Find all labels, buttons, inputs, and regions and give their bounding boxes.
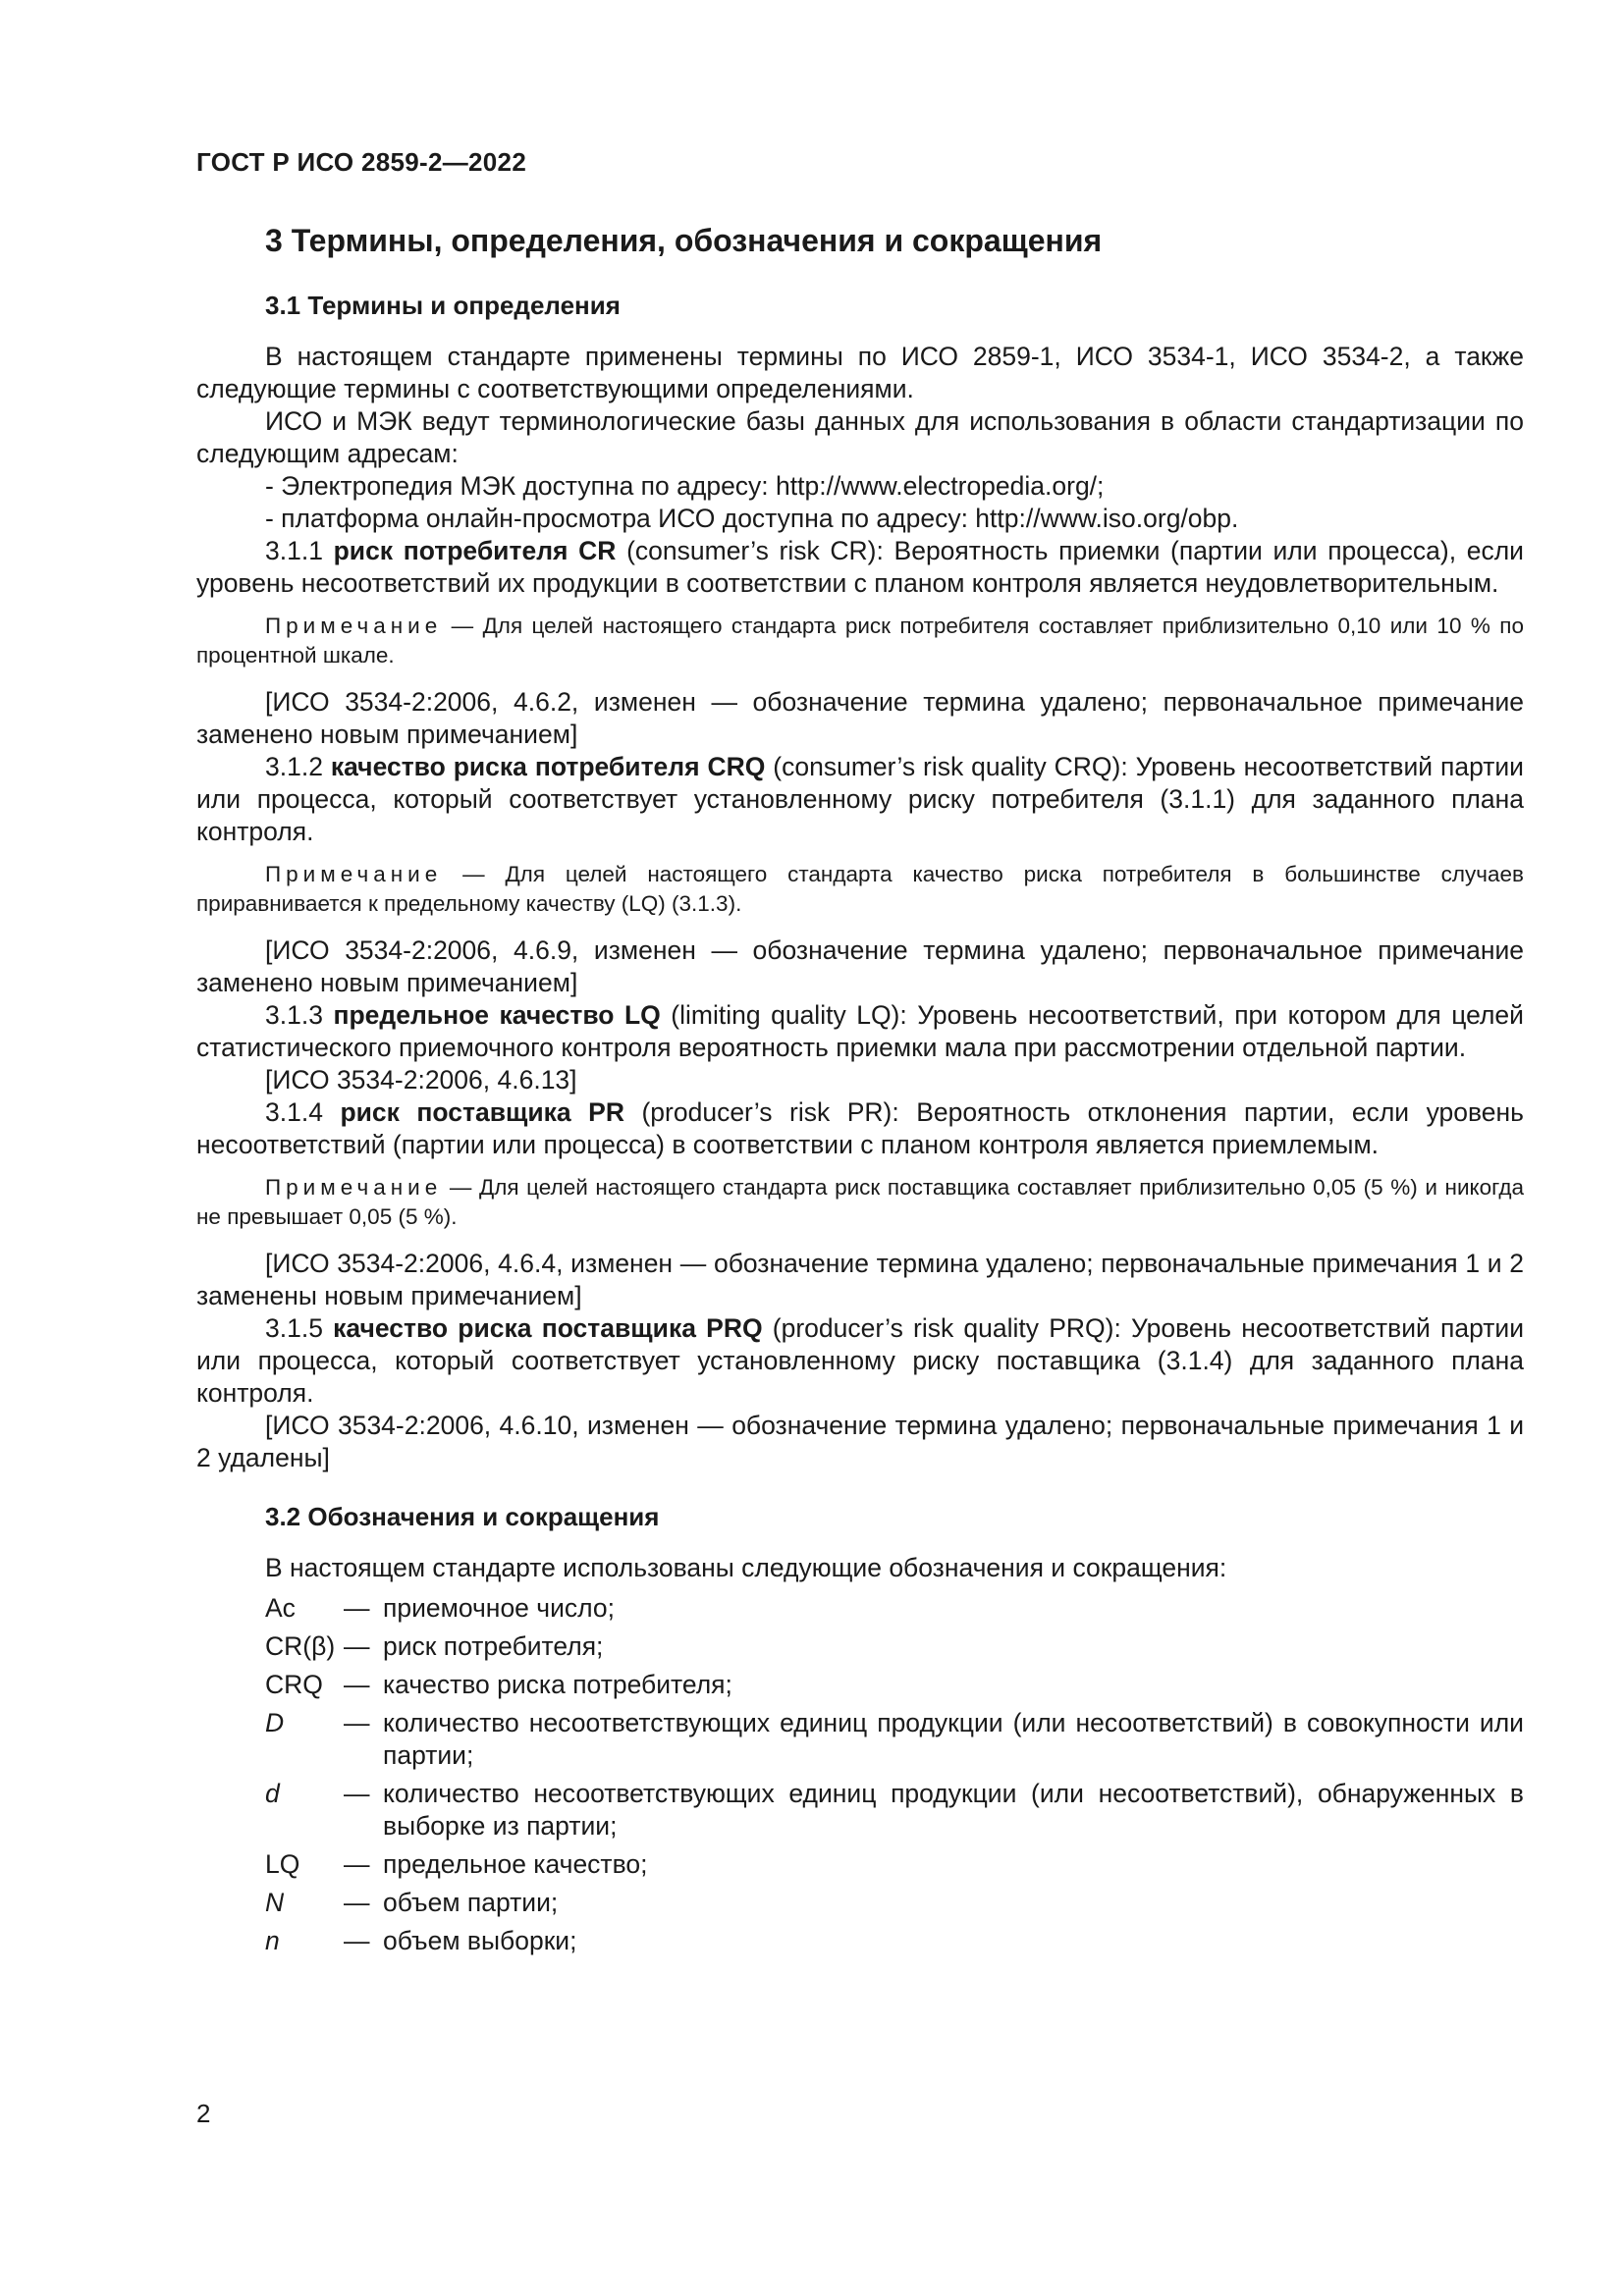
term-name: риск потребителя CR [333, 536, 617, 565]
symbol: CRQ [265, 1670, 323, 1699]
section-3-title: 3 Термины, определения, обозначения и сокращения [265, 223, 1103, 258]
symbol-definition: приемочное число; [383, 1593, 616, 1623]
term-definition: (consumer’s risk quality CRQ): Уровень несоответствий партии или процесса, который соответствует установленному риску потребителя (3.1.1) для заданного плана контроля. [196, 752, 1524, 846]
list-item [196, 1887, 1524, 1919]
terms-intro-paragraph: В настоящем стандарте применены термины по ИСО 2859-1, ИСО 3534-1, ИСО 3534-2, а также следующие термины с соответствующими определениями. [196, 342, 1524, 403]
note-label: Примечание [265, 862, 443, 886]
list-item [196, 1630, 1524, 1663]
symbol-dash: — [344, 1849, 370, 1879]
symbol: LQ [265, 1849, 300, 1879]
symbol-dash: — [344, 1593, 370, 1623]
term-definition: (limiting quality LQ): Уровень несоответствий, при котором для целей статистического приемочного контроля вероятность приемки мала при рассмотрении отдельной партии. [196, 1000, 1524, 1062]
symbol: n [265, 1926, 280, 1955]
symbol: D [265, 1708, 285, 1737]
symbol-definition: объем выборки; [383, 1926, 577, 1955]
subsection-3-2-title: 3.2 Обозначения и сокращения [265, 1502, 660, 1531]
symbol: d [265, 1779, 280, 1808]
symbol-dash: — [344, 1670, 370, 1699]
term-name: предельное качество LQ [333, 1000, 661, 1030]
source-3-1-2: [ИСО 3534-2:2006, 4.6.9, изменен — обозначение термина удалено; первоначальное примечание заменено новым примечанием] [196, 935, 1524, 997]
source-3-1-1: [ИСО 3534-2:2006, 4.6.2, изменен — обозначение термина удалено; первоначальное примечание заменено новым примечанием] [196, 687, 1524, 749]
symbol-definition: риск потребителя; [383, 1631, 604, 1661]
term-name: качество риска поставщика PRQ [333, 1313, 763, 1343]
term-3-1-2 [196, 751, 1524, 848]
term-3-1-3 [196, 999, 1524, 1064]
symbols-list [196, 1592, 1524, 1957]
list-item [196, 1778, 1524, 1842]
list-item [196, 1848, 1524, 1881]
document-header-id: ГОСТ Р ИСО 2859-2—2022 [196, 147, 527, 177]
note-label: Примечание [265, 614, 443, 638]
term-number: 3.1.1 [265, 536, 334, 565]
symbol-dash: — [344, 1708, 370, 1737]
symbols-intro-paragraph: В настоящем стандарте использованы следующие обозначения и сокращения: [265, 1553, 1227, 1582]
page-number: 2 [196, 2099, 211, 2128]
term-name: качество риска потребителя CRQ [330, 752, 766, 781]
iso-obp-link-line: - платформа онлайн-просмотра ИСО доступна по адресу: http://www.iso.org/obp. [265, 504, 1239, 533]
symbol-dash: — [344, 1779, 370, 1808]
note-text: — Для целей настоящего стандарта риск поставщика составляет приблизительно 0,05 (5 %) и никогда не превышает 0,05 (5 %). [196, 1175, 1524, 1229]
note-3-1-4 [196, 1173, 1524, 1232]
symbol: Ac [265, 1593, 296, 1623]
list-item [196, 1925, 1524, 1957]
term-number: 3.1.4 [265, 1097, 341, 1127]
symbol-definition: количество несоответствующих единиц продукции (или несоответствий), обнаруженных в выборке из партии; [383, 1779, 1524, 1841]
list-item [196, 1669, 1524, 1701]
list-item [196, 1707, 1524, 1772]
source-3-1-3: [ИСО 3534-2:2006, 4.6.13] [265, 1065, 577, 1095]
document-page [196, 147, 1524, 1963]
symbol-definition: количество несоответствующих единиц продукции (или несоответствий) в совокупности или партии; [383, 1708, 1524, 1770]
term-number: 3.1.5 [265, 1313, 334, 1343]
symbol-dash: — [344, 1888, 370, 1917]
electropedia-link-line: - Электропедия МЭК доступна по адресу: http://www.electropedia.org/; [265, 471, 1105, 501]
terminology-databases-paragraph: ИСО и МЭК ведут терминологические базы данных для использования в области стандартизации по следующим адресам: [196, 406, 1524, 468]
subsection-3-1-title: 3.1 Термины и определения [265, 291, 621, 320]
source-3-1-4: [ИСО 3534-2:2006, 4.6.4, изменен — обозначение термина удалено; первоначальные примечания 1 и 2 заменены новым примечанием] [196, 1249, 1524, 1310]
symbol-definition: объем партии; [383, 1888, 559, 1917]
term-number: 3.1.3 [265, 1000, 334, 1030]
term-name: риск поставщика PR [340, 1097, 624, 1127]
term-3-1-5 [196, 1312, 1524, 1410]
term-definition: (producer’s risk quality PRQ): Уровень несоответствий партии или процесса, который соответствует установленному риску поставщика (3.1.4) для заданного плана контроля. [196, 1313, 1524, 1408]
term-3-1-4 [196, 1096, 1524, 1161]
note-text: — Для целей настоящего стандарта качество риска потребителя в большинстве случаев приравнивается к предельному качеству (LQ) (3.1.3). [196, 862, 1524, 916]
term-3-1-1 [196, 535, 1524, 600]
note-text: — Для целей настоящего стандарта риск потребителя составляет приблизительно 0,10 или 10 % по процентной шкале. [196, 614, 1524, 667]
symbol: N [265, 1888, 285, 1917]
term-definition: (producer’s risk PR): Вероятность отклонения партии, если уровень несоответствий (партии или процесса) в соответствии с планом контроля является приемлемым. [196, 1097, 1524, 1159]
symbol-dash: — [344, 1631, 370, 1661]
note-3-1-1 [196, 612, 1524, 670]
symbol-dash: — [344, 1926, 370, 1955]
term-definition: (consumer’s risk CR): Вероятность приемки (партии или процесса), если уровень несоответствий их продукции в соответствии с планом контроля является неудовлетворительным. [196, 536, 1524, 598]
source-3-1-5: [ИСО 3534-2:2006, 4.6.10, изменен — обозначение термина удалено; первоначальные примечания 1 и 2 удалены] [196, 1411, 1524, 1472]
list-item [196, 1592, 1524, 1625]
term-number: 3.1.2 [265, 752, 331, 781]
symbol-definition: предельное качество; [383, 1849, 648, 1879]
symbol: CR(β) [265, 1631, 336, 1661]
note-label: Примечание [265, 1175, 443, 1200]
note-3-1-2 [196, 860, 1524, 919]
symbol-definition: качество риска потребителя; [383, 1670, 732, 1699]
